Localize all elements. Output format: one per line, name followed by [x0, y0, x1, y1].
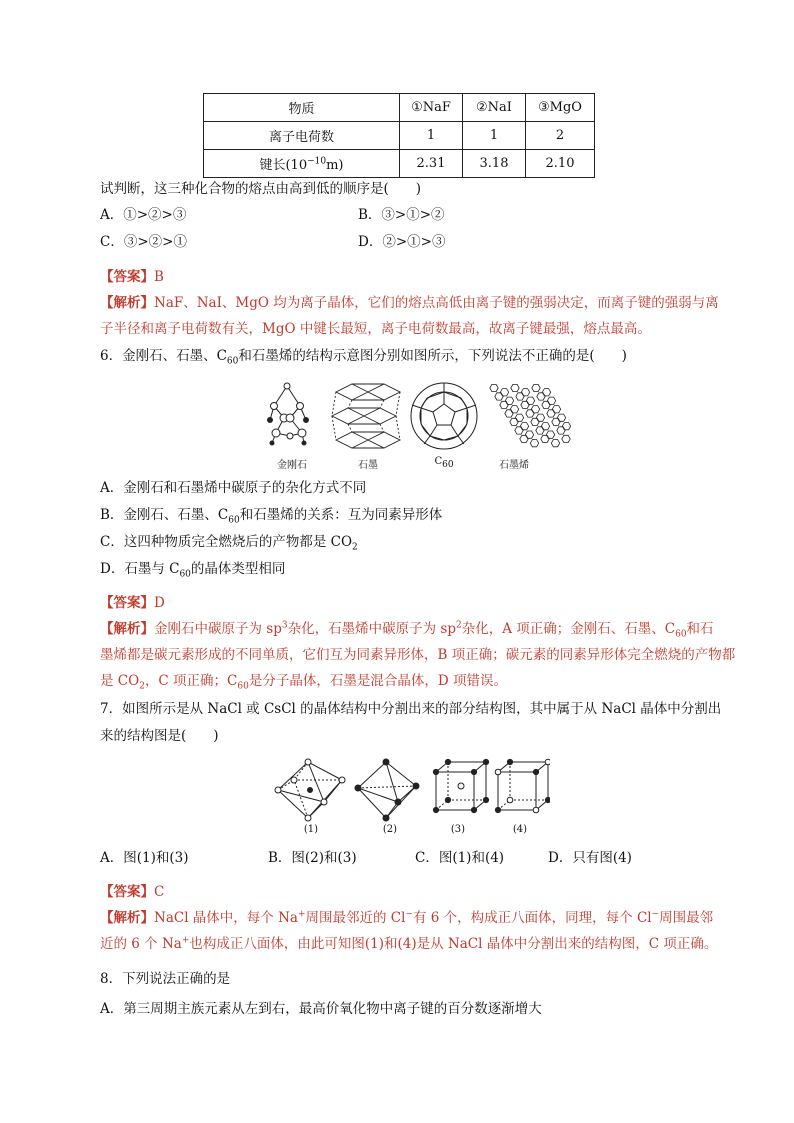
analysis-line: 【解析】金刚石中碳原子为 $sp^3$杂化，石墨烯中碳原子为 $sp^2$杂化，A 项正确；金刚石、石墨、$C_{60}$和石	[100, 620, 714, 640]
graphene-hexagon	[495, 393, 503, 400]
cube-4-image	[495, 759, 550, 813]
table-header-cell: 物质	[204, 94, 400, 122]
graphene-hexagon	[531, 406, 539, 413]
table-cell: 3.18	[463, 150, 526, 178]
graphene-hexagon	[532, 384, 540, 391]
graphene-hexagon	[520, 423, 528, 430]
figure-label-1: (1)	[303, 824, 319, 835]
table-row-label: 键长$(10^{-10}m)$	[204, 150, 400, 178]
crystal-structures-figure	[270, 758, 550, 823]
table-row-label: 离子电荷数	[204, 122, 400, 150]
c60-structure-image	[411, 383, 477, 449]
octahedron-2-image	[355, 759, 419, 821]
graphene-hexagon	[531, 418, 539, 425]
graphene-hexagon	[542, 401, 550, 408]
figure-label-4: (4)	[512, 824, 528, 835]
analysis-line: 子半径和离子电荷数有关，MgO 中键长最短，离子电荷数最高，故离子键最强，熔点最高。	[100, 321, 651, 337]
question-stem: 7．如图所示是从 NaCl 或 CsCl 的晶体结构中分割出来的部分结构图，其中属于从 NaCl 晶体中分割出	[100, 701, 722, 717]
option-b: B．③>①>②	[358, 207, 445, 223]
figure-label-c60: $C_{60}$	[434, 456, 454, 470]
graphene-hexagon	[521, 389, 529, 396]
diamond-structure-image	[268, 383, 309, 445]
figure-label-graphene: 石墨烯	[499, 460, 529, 471]
option-c: C．这四种物质完全燃烧后的产物都是 $CO_2$	[100, 534, 358, 553]
table-row	[204, 150, 595, 178]
cube-3-image	[433, 759, 488, 812]
question-stem: 6．金刚石、石墨、$C_{60}$和石墨烯的结构示意图分别如图所示，下列说法不正确的是( )	[100, 348, 627, 367]
graphene-hexagon	[511, 384, 519, 391]
graphene-hexagon	[562, 423, 570, 430]
answer-line: 【答案】C	[100, 884, 165, 900]
graphene-hexagon	[516, 393, 524, 400]
graphene-hexagon	[541, 423, 549, 430]
graphene-hexagon	[551, 440, 559, 447]
option-c: C．图(1)和(4)	[415, 850, 505, 866]
option-b: B．图(2)和(3)	[268, 850, 357, 866]
graphene-hexagon	[526, 410, 534, 417]
analysis-line: 是 $CO_2$，C 项正确；$C_{60}$是分子晶体，石墨是混合晶体，D 项错误。	[100, 673, 507, 692]
table-cell: 1	[400, 122, 463, 150]
table-header-cell: ③MgO	[526, 94, 595, 122]
graphene-hexagon	[557, 427, 565, 434]
octahedron-1-image	[275, 759, 345, 821]
option-a: A．①>②>③	[100, 207, 187, 223]
analysis-line: 【解析】NaCl 晶体中，每个 Na+周围最邻近的 Cl−有 6 个，构成正八面体，同理，每个 Cl−周围最邻	[100, 909, 714, 926]
graphene-hexagon	[530, 440, 538, 447]
option-a: A．第三周期主族元素从左到右，最高价氧化物中离子键的百分数逐渐增大	[100, 1001, 542, 1017]
figure-label-graphite: 石墨	[358, 460, 378, 471]
option-d: D．只有图(4)	[548, 850, 632, 866]
graphene-hexagon	[552, 406, 560, 413]
analysis-line: 近的 6 个 Na+也构成正八面体，由此可知图(1)和(4)是从 NaCl 晶体中分割出来的结构图，C 项正确。	[100, 935, 718, 952]
answer-line: 【答案】B	[100, 269, 164, 285]
option-c: C．③>②>①	[100, 234, 187, 250]
figure-label-2: (2)	[382, 824, 398, 835]
graphene-hexagon	[547, 410, 555, 417]
graphene-hexagon	[547, 397, 555, 404]
graphene-hexagon	[500, 401, 508, 408]
option-a: A．金刚石和石墨烯中碳原子的杂化方式不同	[100, 480, 367, 496]
graphene-hexagon	[536, 427, 544, 434]
table-header-cell: ②NaI	[463, 94, 526, 122]
option-d: D．②>①>③	[358, 234, 446, 250]
graphene-hexagon	[541, 435, 549, 442]
graphene-hexagon	[515, 427, 523, 434]
graphene-hexagon	[537, 393, 545, 400]
analysis-line: 【解析】NaF、NaI、MgO 均为离子晶体，它们的熔点高低由离子键的强弱决定，而离子键的强弱与离	[100, 295, 719, 311]
graphene-hexagon	[536, 414, 544, 421]
table-cell: 2	[526, 122, 595, 150]
option-a: A．图(1)和(3)	[100, 850, 189, 866]
table-cell: 2.10	[526, 150, 595, 178]
figure-label-diamond: 金刚石	[277, 460, 307, 471]
graphene-hexagon	[525, 431, 533, 438]
graphene-hexagon	[520, 435, 528, 442]
question-stem: 8．下列说法正确的是	[100, 971, 231, 987]
graphene-hexagon	[546, 431, 554, 438]
option-d: D．石墨与 $C_{60}$的晶体类型相同	[100, 561, 286, 580]
graphene-hexagon	[542, 389, 550, 396]
property-table	[203, 93, 595, 178]
table-cell: 1	[463, 122, 526, 150]
table-header-cell: ①NaF	[400, 94, 463, 122]
graphene-hexagon	[510, 406, 518, 413]
question-stem: 来的结构图是( )	[100, 728, 219, 744]
figure-label-3: (3)	[450, 824, 466, 835]
graphene-hexagon	[521, 401, 529, 408]
option-b: B．金刚石、石墨、$C_{60}$和石墨烯的关系：互为同素异形体	[100, 507, 443, 526]
graphene-structure-image	[490, 384, 571, 446]
graphene-hexagon	[490, 384, 498, 391]
graphene-hexagon	[526, 397, 534, 404]
table-cell: 2.31	[400, 150, 463, 178]
graphene-hexagon	[500, 389, 508, 396]
graphene-hexagon	[515, 414, 523, 421]
graphite-structure-image	[332, 384, 400, 448]
graphene-hexagon	[505, 410, 513, 417]
analysis-line: 墨烯都是碳元素形成的不同单质，它们互为同素异形体，B 项正确；碳元素的同素异形体完全燃烧的产物都	[100, 647, 736, 663]
table-header-row	[204, 94, 595, 122]
question-stem: 试判断，这三种化合物的熔点由高到低的顺序是( )	[100, 181, 422, 197]
graphene-hexagon	[510, 418, 518, 425]
graphene-hexagon	[557, 414, 565, 421]
graphene-hexagon	[562, 435, 570, 442]
graphene-hexagon	[505, 397, 513, 404]
answer-line: 【答案】D	[100, 595, 165, 611]
graphene-hexagon	[552, 418, 560, 425]
table-row	[204, 122, 595, 150]
